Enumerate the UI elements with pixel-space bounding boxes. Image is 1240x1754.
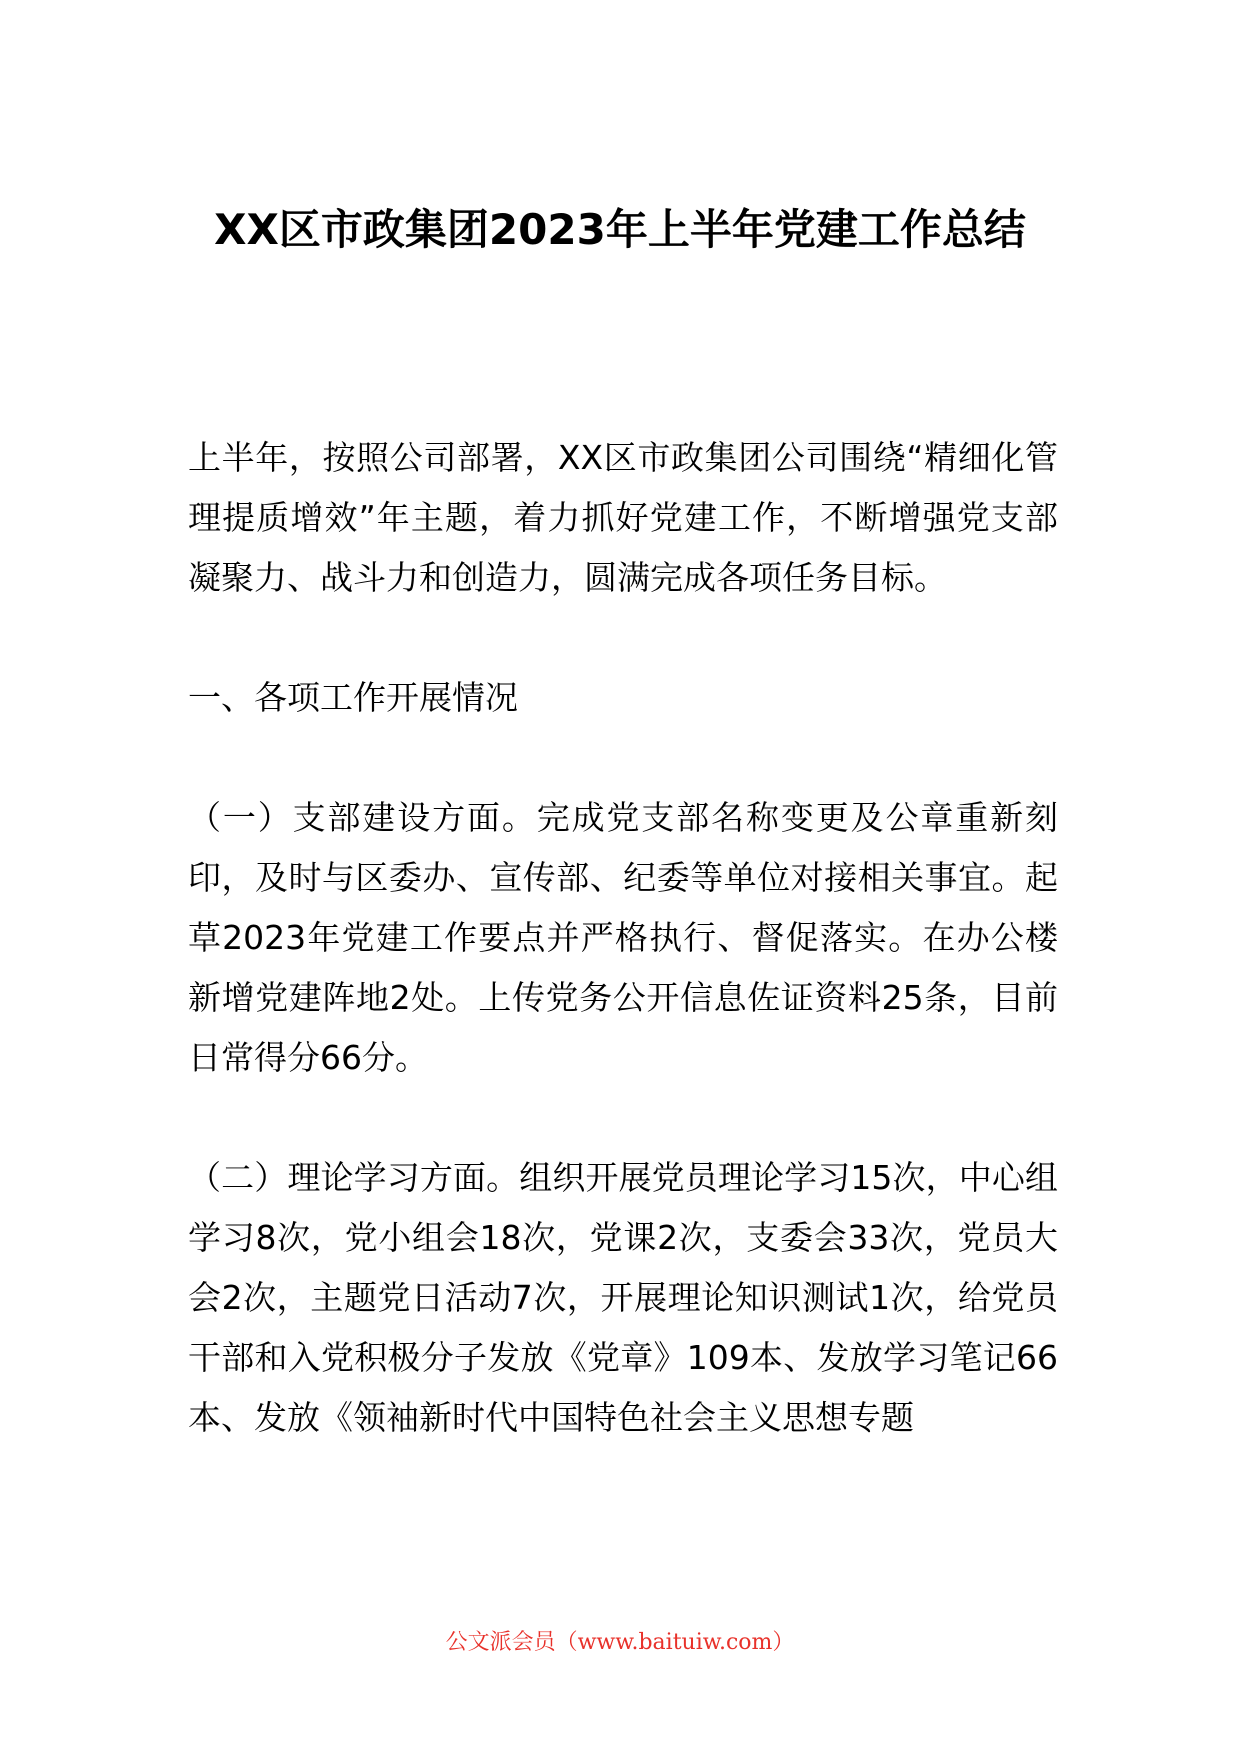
branch-building-paragraph: （一）支部建设方面。完成党支部名称变更及公章重新刻印，及时与区委办、宣传部、纪委等单位对接相关事宜。起草2023年党建工作要点并严格执行、督促落实。在办公楼新增党建阵地2处。上传党务公开信息佐证资料25条，目前日常得分66分。	[188, 798, 1058, 1077]
document-title: XX区市政集团2023年上半年党建工作总结	[214, 205, 1026, 254]
intro-paragraph: 上半年，按照公司部署，XX区市政集团公司围绕“精细化管理提质增效”年主题，着力抓好党建工作，不断增强党支部凝聚力、战斗力和创造力，圆满完成各项任务目标。	[188, 438, 1058, 597]
footer-watermark: 公文派会员（www.baituiw.com）	[445, 1630, 795, 1655]
document-body	[188, 428, 1058, 1508]
theory-study-paragraph: （二）理论学习方面。组织开展党员理论学习15次，中心组学习8次，党小组会18次，党课2次，支委会33次，党员大会2次，主题党日活动7次，开展理论知识测试1次，给党员干部和入党积极分子发放《党章》109本、发放学习笔记66本、发放《领袖新时代中国特色社会主义思想专题	[188, 1158, 1058, 1437]
section-heading-1: 一、各项工作开展情况	[188, 678, 518, 717]
